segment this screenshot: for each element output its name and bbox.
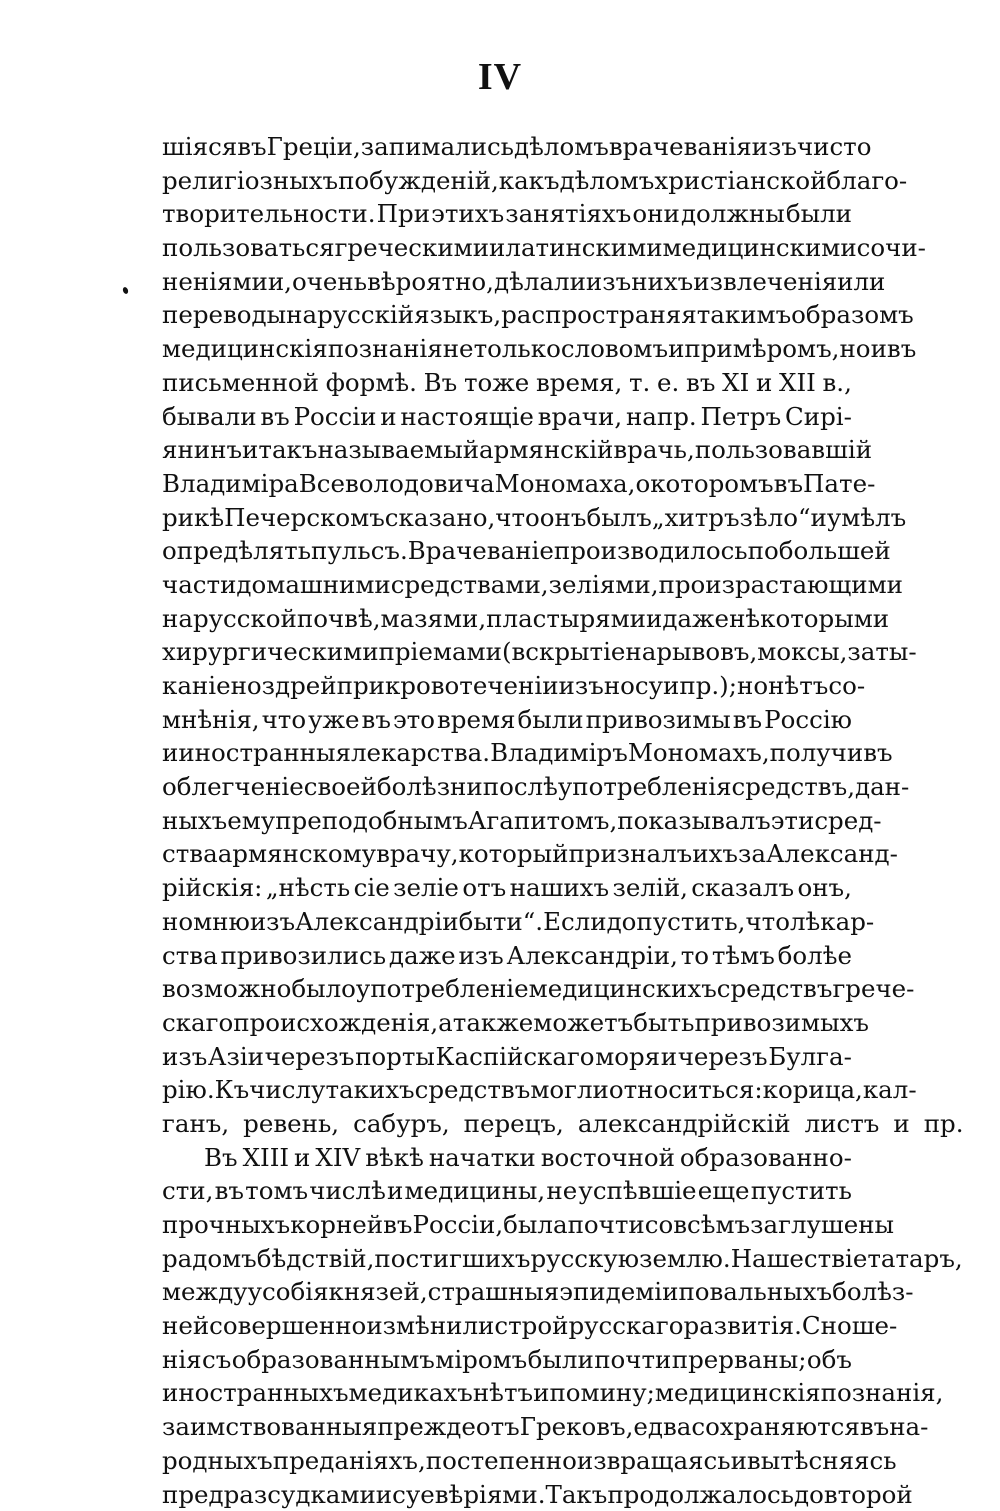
text-line: медицинскія познанія не только словомъ и примѣромъ, но и въ [162, 332, 852, 366]
text-line: ства армянскому врачу, который призналъ ихъ за Александ- [162, 837, 852, 871]
margin-mark [122, 286, 129, 294]
text-line: каніе ноздрей при кровотеченіи изъ носу и пр.); но нѣтъ со- [162, 669, 852, 703]
text-line: Владиміра Всеволодовича Мономаха, о которомъ въ Пате- [162, 467, 852, 501]
text-line: творительности. При этихъ занятіяхъ они должны были [162, 197, 852, 231]
text-line: изъ Азіи черезъ порты Каспійскаго моря и черезъ Булга- [162, 1040, 852, 1074]
text-line: заимствованныя прежде отъ Грековъ, едва сохраняются въ на- [162, 1410, 852, 1444]
text-line: ганъ, ревень, сабуръ, перецъ, александрійскій листъ и пр. [162, 1107, 852, 1141]
text-line: радомъ бѣдствій, постигшихъ русскую землю. Нашествіе татаръ, [162, 1242, 852, 1276]
text-line: религіозныхъ побужденій, какъ дѣломъ христіанской благо- [162, 164, 852, 198]
text-line: нія съ образованнымъ міромъ были почти прерваны; объ [162, 1343, 852, 1377]
text-line: на русской почвѣ, мазями, пластырями и даже нѣкоторыми [162, 602, 852, 636]
text-line: междуусобія князей, страшныя эпидеміи повальныхъ болѣз- [162, 1275, 852, 1309]
text-line: возможно было употребленіе медицинскихъ средствъ грече- [162, 972, 852, 1006]
body-text [162, 130, 852, 1511]
text-line: но мню изъ Александріи быти“. Если допустить, что лѣкар- [162, 905, 852, 939]
text-line: родныхъ преданіяхъ, постепенно извращаясь и вытѣсняясь [162, 1444, 852, 1478]
text-line: письменной формѣ. Въ тоже время, т. е. въ XI и XII в., [162, 366, 852, 400]
text-line: рикѣ Печерскомъ сказано, что онъ былъ „хитръ зѣло“ и умѣлъ [162, 501, 852, 535]
page-number: IV [0, 58, 1000, 96]
text-line: предразсудками и суевѣріями. Такъ продолжалось до второй [162, 1478, 852, 1511]
text-line: сти, въ томъ числѣ и медицины, не успѣвшіе еще пустить [162, 1174, 852, 1208]
text-line: рію. Къ числу такихъ средствъ могли относиться: корица, кал- [162, 1073, 852, 1107]
text-line: шіяся въ Греціи, запимались дѣломъ врачеванія изъ чисто [162, 130, 852, 164]
text-line: неніями и, очень вѣроятно, дѣлали изъ нихъ извлеченія или [162, 265, 852, 299]
text-line: мнѣнія, что уже въ это время были привозимы въ Россію [162, 703, 852, 737]
text-line: облегченіе своей болѣзни послѣ употребленія средствъ, дан- [162, 770, 852, 804]
text-line: части домашними средствами, зеліями, произрастающими [162, 568, 852, 602]
text-line: Въ XIII и XIV вѣкѣ начатки восточной образованно- [162, 1141, 852, 1175]
text-line: янинъ и такъ называемый армянскій врачь, пользовавшій [162, 433, 852, 467]
text-line: опредѣлять пульсъ. Врачеваніе производилось по большей [162, 534, 852, 568]
text-line: хирургическими пріемами (вскрытіе нарывовъ, моксы, заты- [162, 635, 852, 669]
text-line: прочныхъ корней въ Россіи, была почти совсѣмъ заглушены [162, 1208, 852, 1242]
text-line: ныхъ ему преподобнымъ Агапитомъ, показывалъ эти сред- [162, 804, 852, 838]
text-line: рійскія: „нѣсть сіе зеліе отъ нашихъ зелій, сказалъ онъ, [162, 871, 852, 905]
text-line: скаго происхожденія, а также можетъ быть привозимыхъ [162, 1006, 852, 1040]
text-line: ства привозились даже изъ Александріи, то тѣмъ болѣе [162, 939, 852, 973]
text-line: пользоваться греческими и латинскими медицинскими сочи- [162, 231, 852, 265]
text-line: бывали въ Россіи и настоящіе врачи, напр. Петръ Сирі- [162, 400, 852, 434]
text-line: ней совершенно измѣнили строй русскаго развитія. Сноше- [162, 1309, 852, 1343]
text-line: и иностранныя лекарства. Владиміръ Мономахъ, получивъ [162, 736, 852, 770]
text-line: переводы на русскій языкъ, распространяя такимъ образомъ [162, 298, 852, 332]
text-line: иностранныхъ медикахъ нѣтъ и помину; медицинскія познанія, [162, 1376, 852, 1410]
